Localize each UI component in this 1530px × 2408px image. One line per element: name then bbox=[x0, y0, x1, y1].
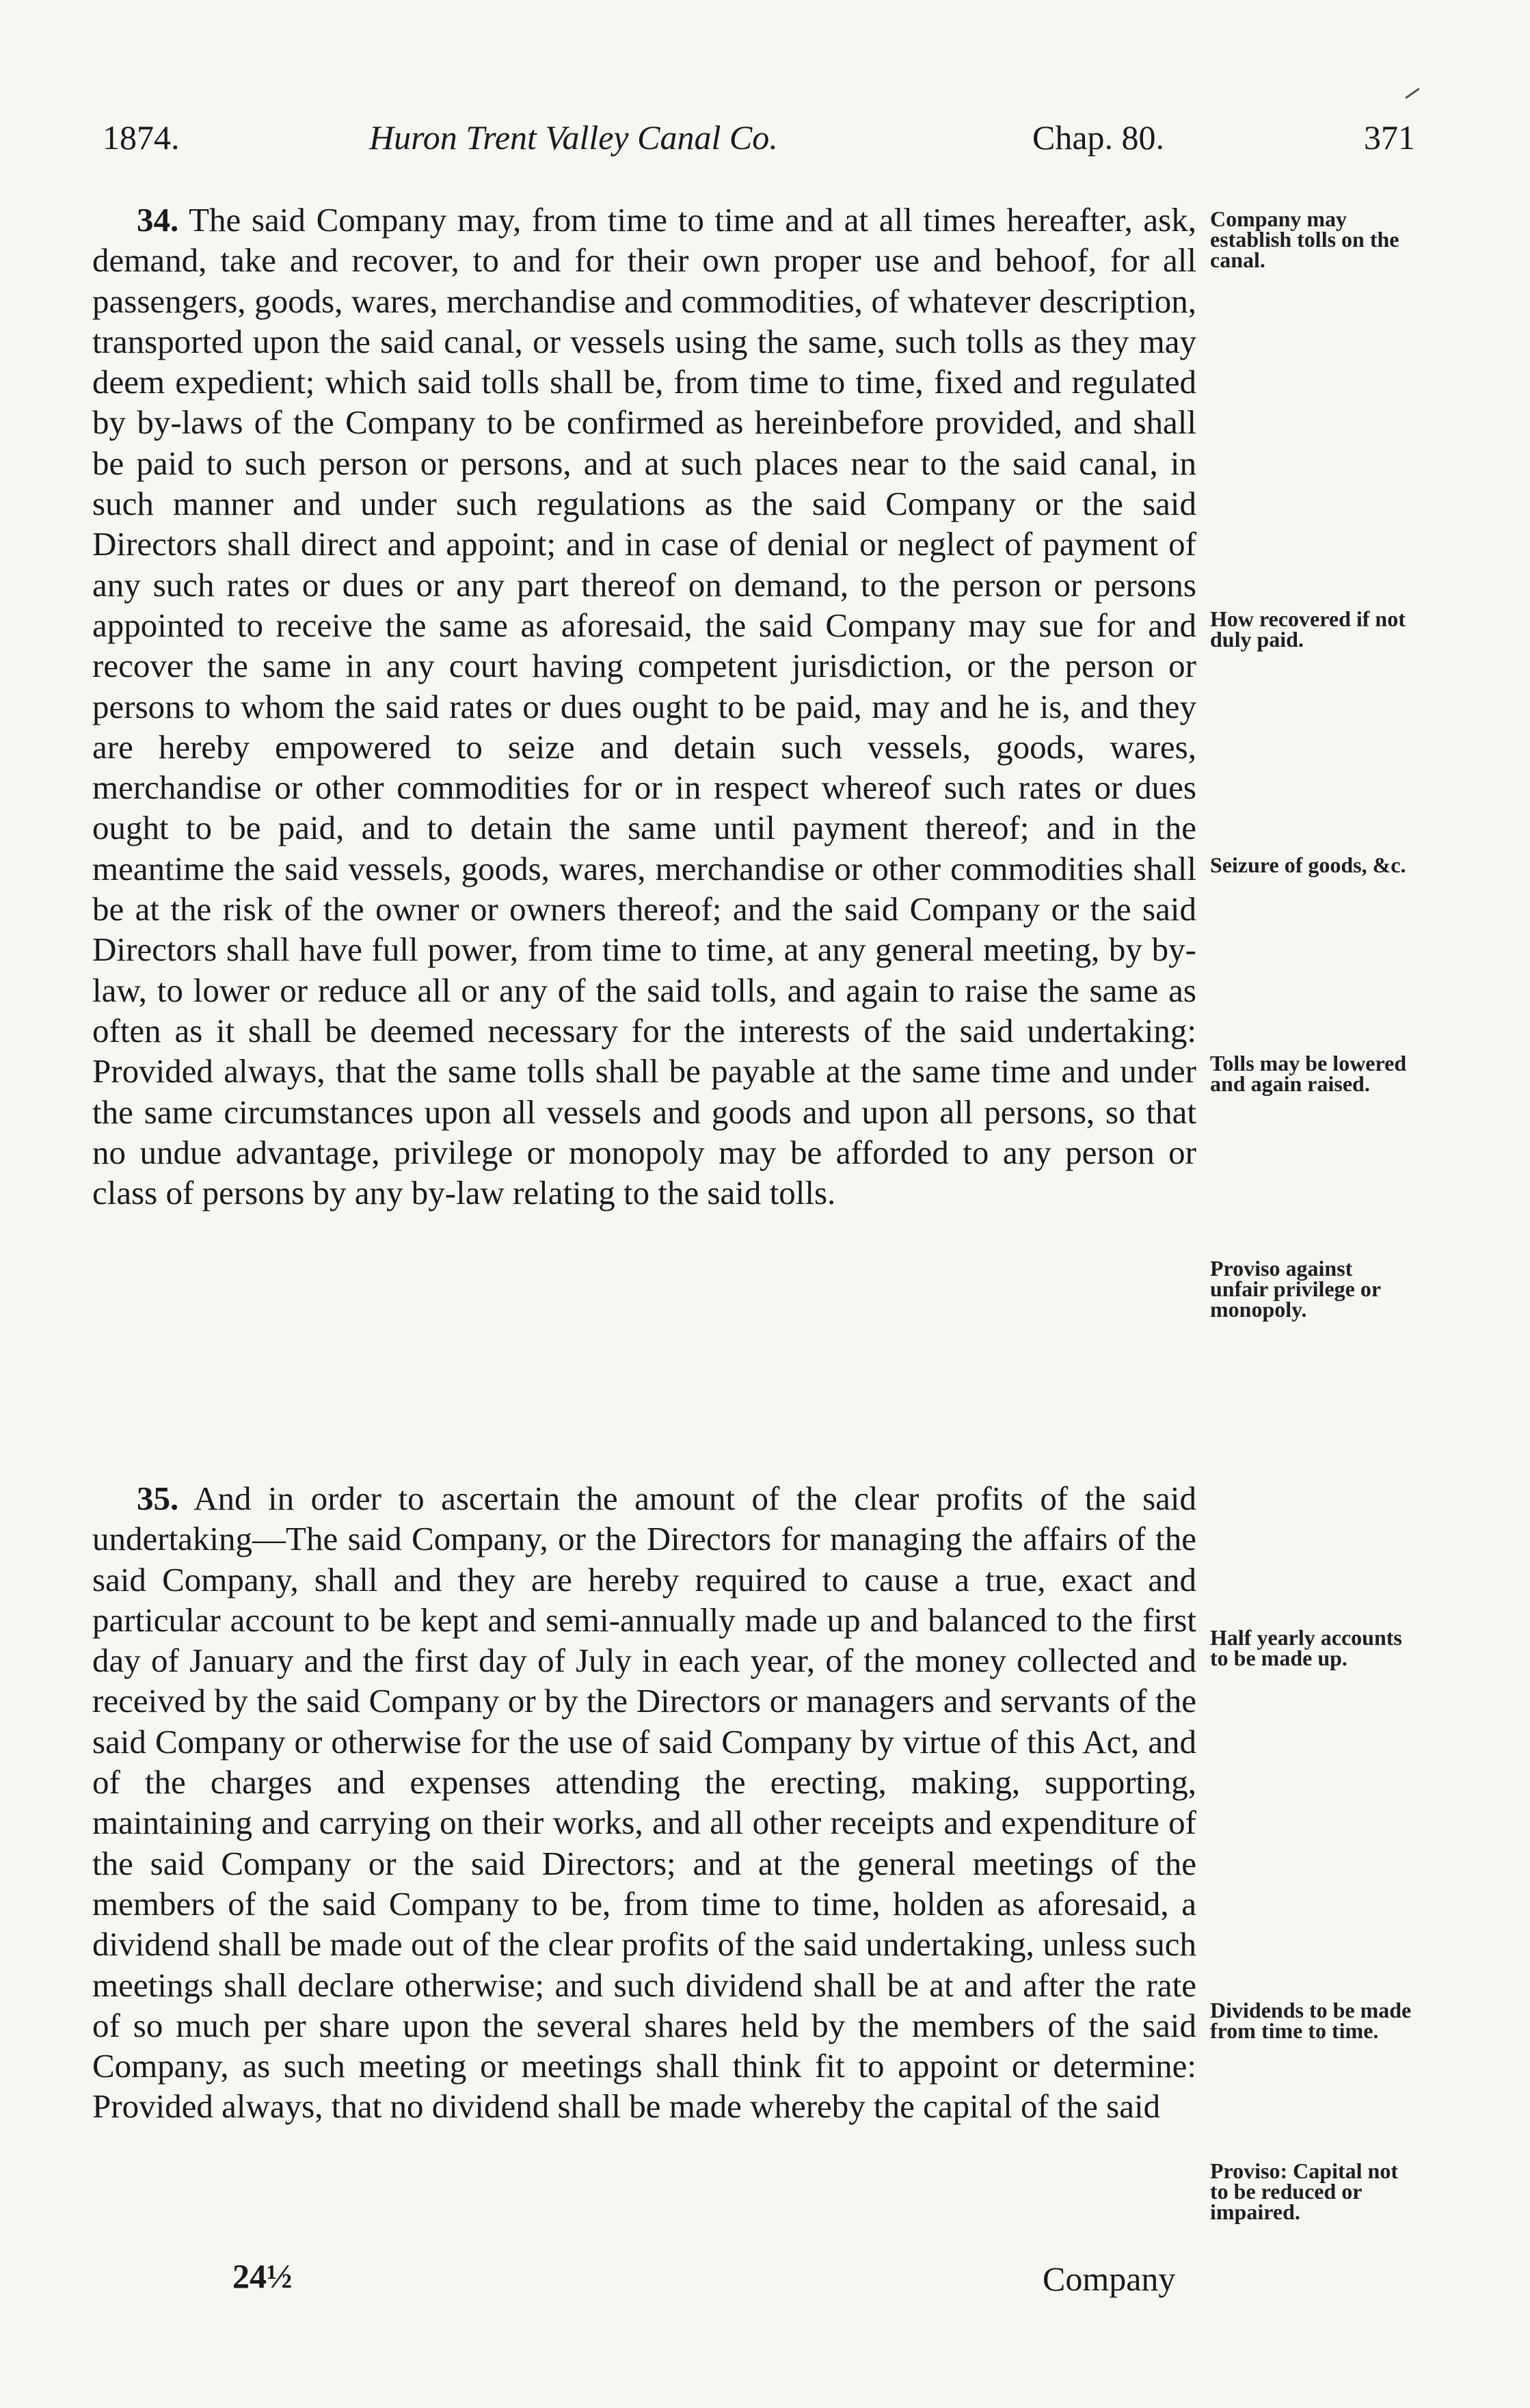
margin-note-establish-tolls: Company may establish tolls on the canal. bbox=[1210, 206, 1399, 272]
margin-note-dividends: Dividends to be made from time to time. bbox=[1210, 1998, 1412, 2043]
section-35 bbox=[92, 1478, 1196, 2127]
header-chapter: Chap. 80. bbox=[1032, 118, 1165, 157]
section-34-number: 34. bbox=[137, 201, 179, 239]
section-34 bbox=[92, 200, 1196, 1213]
header-title: Huron Trent Valley Canal Co. bbox=[369, 118, 778, 157]
section-35-text: And in order to ascertain the amount of the clear profits of the said undertaking—The said Company, or the Directors for managing the affairs of the said Company, shall and they are hereby required to cause a true, exact and particular account to be kept and semi-annually made up and balanced to the first day of January and the first day of July in each year, of the money collected and received by the said Company or by the Directors or managers and servants of the said Company or otherwise for the use of said Company by virtue of this Act, and of the charges and expenses attending the erecting, making, supporting, maintaining and carrying on their works, and all other receipts and expenditure of the said Company or the said Directors; and at the general meetings of the members of the said Company to be, from time to time, holden as aforesaid, a dividend shall be made out of the clear profits of the said undertaking, unless such meetings shall declare otherwise; and such dividend shall be at and after the rate of so much per share upon the several shares held by the members of the said Company, as such meeting or meetings shall think fit to appoint or determine: Provided always, that no dividend shall be made whereby the capital of the said bbox=[92, 1480, 1197, 2126]
running-header bbox=[103, 118, 1415, 165]
margin-note-how-recovered: How recovered if not duly paid. bbox=[1210, 606, 1406, 652]
header-year: 1874. bbox=[103, 118, 180, 157]
scan-mark bbox=[1405, 88, 1419, 98]
body-text bbox=[92, 200, 1196, 2305]
catchword: Company bbox=[1043, 2260, 1176, 2298]
section-35-paragraph bbox=[92, 1478, 1196, 2127]
margin-note-proviso-capital: Proviso: Capital not to be reduced or impaired. bbox=[1210, 2158, 1398, 2224]
margin-note-seizure: Seizure of goods, &c. bbox=[1210, 853, 1406, 877]
signature-mark: 24½ bbox=[232, 2257, 293, 2295]
section-35-number: 35. bbox=[137, 1480, 179, 1517]
section-34-text: The said Company may, from time to time and at all times hereafter, ask, demand, take and recover, to and for their own proper use and behoof, for all passengers, goods, wares, merchandise and commodities, of whatever description, transported upon the said canal, or vessels using the same, such tolls as they may deem expedient; which said tolls shall be, from time to time, fixed and regulated by by-laws of the Company to be confirmed as hereinbefore provided, and shall be paid to such person or persons, and at such places near to the said canal, in such manner and under such regulations as the said Company or the said Directors shall direct and appoint; and in case of denial or neglect of payment of any such rates or dues or any part thereof on demand, to the person or persons appointed to receive the same as aforesaid, the said Company may sue for and recover the same in any court having competent jurisdiction, or the person or persons to whom the said rates or dues ought to be paid, may and he is, and they are hereby empowered to seize and detain such vessels, goods, wares, merchandise or other commodities for or in respect whereof such rates or dues ought to be paid, and to detain the same until payment thereof; and in the meantime the said vessels, goods, wares, merchandise or other commodities shall be at the risk of the owner or owners thereof; and the said Company or the said Directors shall have full power, from time to time, at any general meeting, by by-law, to lower or reduce all or any of the said tolls, and again to raise the same as often as it shall be deemed necessary for the interests of the said undertaking: Provided always, that the same tolls shall be payable at the same time and under the same circumstances upon all vessels and goods and upon all persons, so that no undue advantage, privilege or monopoly may be afforded to any person or class of persons by any by-law relating to the said tolls. bbox=[92, 201, 1196, 1212]
margin-note-half-yearly: Half yearly accounts to be made up. bbox=[1210, 1625, 1402, 1670]
margin-note-tolls-lowered: Tolls may be lowered and again raised. bbox=[1210, 1051, 1407, 1096]
section-34-paragraph bbox=[92, 200, 1196, 1213]
page-number: 371 bbox=[1364, 118, 1415, 157]
margin-note-proviso-privilege: Proviso against unfair privilege or monopoly. bbox=[1210, 1256, 1381, 1322]
